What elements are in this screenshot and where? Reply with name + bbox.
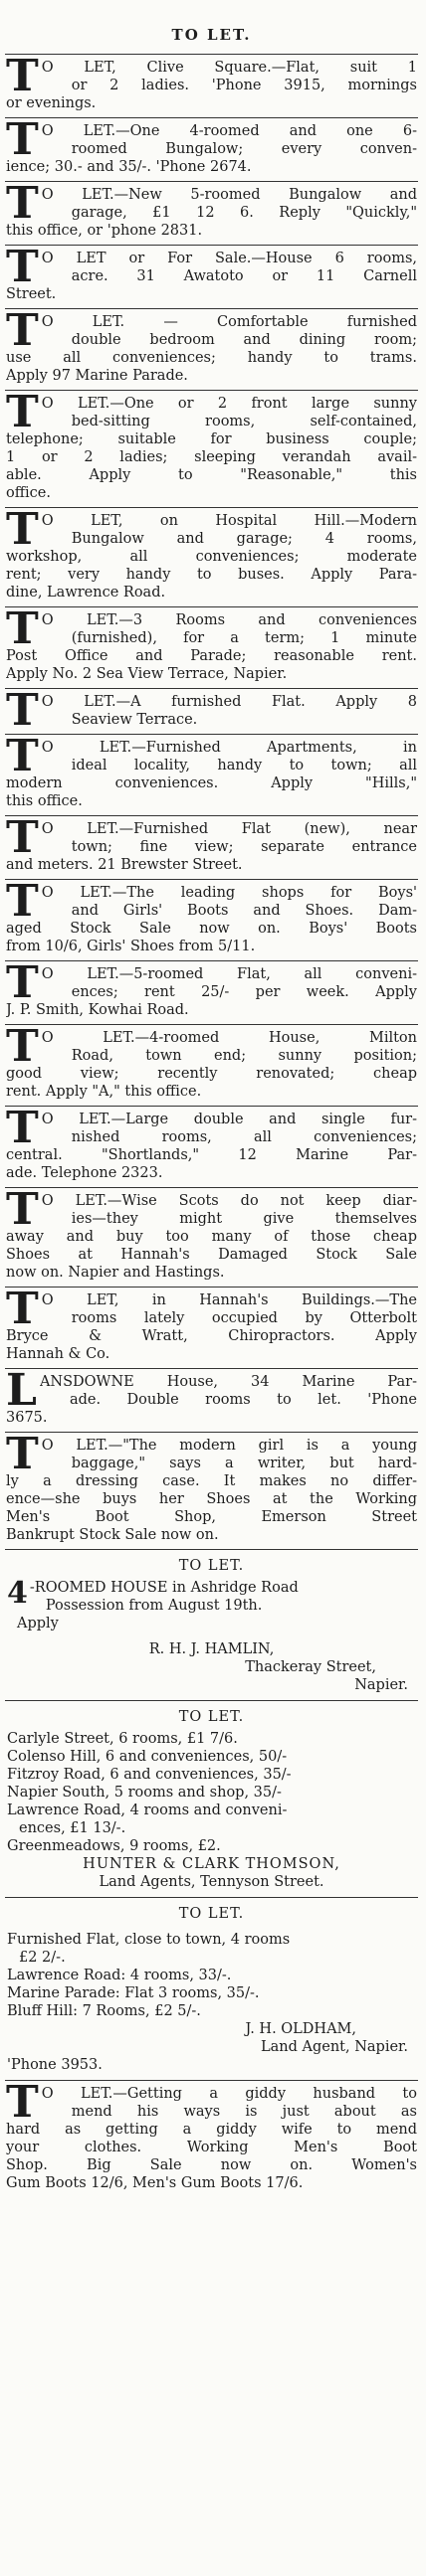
ad-line: ience; 30.- and 35/-. 'Phone 2674. bbox=[6, 159, 252, 175]
ad-line: (furnished), for a term; 1 minute bbox=[71, 630, 417, 646]
ad-line: O LET, Clive Square.—Flat, suit 1 bbox=[41, 60, 417, 76]
ad-line: from 10/6, Girls' Shoes from 5/11. bbox=[6, 939, 256, 954]
hunter-line: Lawrence Road, 4 rooms and conveni- bbox=[7, 1803, 288, 1818]
ad-line: O LET.—"The modern girl is a young bbox=[41, 1438, 417, 1454]
drop-cap: T bbox=[6, 1284, 39, 1334]
ad-line: town; fine view; separate entrance bbox=[71, 839, 417, 855]
ad-line: or 2 ladies. 'Phone 3915, mornings bbox=[71, 78, 417, 93]
last-ad bbox=[5, 2077, 418, 2197]
ad-line: Road, town end; sunny position; bbox=[71, 1048, 417, 1064]
hunter-line: Colenso Hill, 6 and conveniences, 50/- bbox=[7, 1749, 288, 1765]
classified-ad bbox=[5, 685, 418, 736]
ad-line: and Girls' Boots and Shoes. Dam- bbox=[71, 903, 417, 919]
ad-line: bed-sitting rooms, self-contained, bbox=[71, 414, 417, 429]
ad-line: J. P. Smith, Kowhai Road. bbox=[6, 1002, 189, 1018]
ad-line: ideal locality, handy to town; all bbox=[71, 758, 417, 773]
hunter-ad bbox=[5, 1701, 418, 1898]
ad-line: O LET.—Furnished Apartments, in bbox=[41, 740, 417, 756]
ad-line: double bedroom and dining room; bbox=[71, 332, 417, 348]
drop-cap: T bbox=[6, 51, 39, 101]
classified-ad bbox=[5, 957, 418, 1025]
ad-line: Bungalow and garage; 4 rooms, bbox=[71, 531, 417, 547]
hunter-line: Napier South, 5 rooms and shop, 35/- bbox=[7, 1785, 282, 1801]
drop-cap: T bbox=[6, 504, 39, 555]
drop-cap: T bbox=[6, 1184, 39, 1235]
ad-line: O LET.—Furnished Flat (new), near bbox=[41, 821, 417, 837]
classified-ad bbox=[5, 504, 418, 607]
drop-cap: T bbox=[6, 1021, 39, 1072]
ad-line: Shop. Big Sale now on. Women's bbox=[6, 2157, 417, 2173]
ad-line: this office. bbox=[6, 793, 83, 809]
ads-list bbox=[5, 51, 418, 1550]
ad-line: O LET or For Sale.—House 6 rooms, bbox=[41, 251, 417, 266]
classified-ad bbox=[5, 1365, 418, 1433]
drop-cap: T bbox=[6, 1429, 39, 1479]
hamlin-street: Thackeray Street, bbox=[245, 1659, 376, 1675]
drop-cap: T bbox=[6, 305, 39, 356]
ad-line: your clothes. Working Men's Boot bbox=[6, 2140, 417, 2155]
oldham-name: J. H. OLDHAM, bbox=[245, 2021, 356, 2037]
ad-line: this office, or 'phone 2831. bbox=[6, 223, 203, 239]
drop-cap: T bbox=[6, 603, 39, 654]
hamlin-ad bbox=[5, 1550, 418, 1701]
oldham-ad bbox=[5, 1898, 418, 2081]
ad-line: O LET. — Comfortable furnished bbox=[41, 314, 417, 330]
ad-line: hard as getting a giddy wife to mend bbox=[6, 2122, 417, 2138]
classified-ad bbox=[5, 51, 418, 118]
ad-line: O LET.—A furnished Flat. Apply 8 bbox=[41, 694, 417, 710]
hamlin-title: TO LET. bbox=[178, 1558, 245, 1574]
hamlin-line: -ROOMED HOUSE in Ashridge Road bbox=[29, 1580, 299, 1596]
ad-line: and meters. 21 Brewster Street. bbox=[6, 857, 243, 873]
drop-cap: T bbox=[6, 812, 39, 863]
hunter-line: Carlyle Street, 6 rooms, £1 7/6. bbox=[7, 1731, 238, 1747]
hamlin-town: Napier. bbox=[354, 1677, 408, 1693]
hamlin-line: Apply bbox=[17, 1616, 59, 1631]
classified-ad bbox=[5, 1429, 418, 1550]
classified-ad bbox=[5, 1184, 418, 1288]
ad-line: office. bbox=[6, 485, 51, 501]
ad-line: rent; very handy to buses. Apply Para- bbox=[6, 567, 417, 583]
ad-line: able. Apply to "Reasonable," this bbox=[6, 467, 417, 483]
ad-line: O LET.—One or 2 front large sunny bbox=[41, 396, 417, 412]
drop-cap: T bbox=[6, 731, 39, 781]
ad-line: ade. Telephone 2323. bbox=[6, 1165, 163, 1181]
oldham-line: Lawrence Road: 4 rooms, 33/-. bbox=[7, 1968, 232, 1983]
ad-line: O LET, on Hospital Hill.—Modern bbox=[41, 513, 417, 529]
drop-cap: T bbox=[6, 2077, 39, 2128]
oldham-line: Marine Parade: Flat 3 rooms, 35/-. bbox=[7, 1985, 260, 2001]
ad-line: Seaview Terrace. bbox=[71, 712, 198, 728]
oldham-line: Furnished Flat, close to town, 4 rooms bbox=[7, 1932, 291, 1948]
ad-line: use all conveniences; handy to trams. bbox=[6, 350, 417, 366]
classified-ad bbox=[5, 812, 418, 880]
ad-line: 3675. bbox=[6, 1410, 48, 1426]
classified-ad bbox=[5, 178, 418, 246]
classified-ad bbox=[5, 1103, 418, 1188]
classified-ad bbox=[5, 242, 418, 309]
hamlin-name: R. H. J. HAMLIN, bbox=[148, 1641, 275, 1657]
ad-line: O LET.—3 Rooms and conveniences bbox=[41, 612, 417, 628]
ad-line: ences; rent 25/- per week. Apply bbox=[71, 984, 417, 1000]
ad-line: ly a dressing case. It makes no differ- bbox=[6, 1473, 417, 1489]
ad-line: O LET.—One 4-roomed and one 6- bbox=[41, 123, 417, 139]
hunter-agent: HUNTER & CLARK THOMSON, bbox=[83, 1856, 340, 1872]
ad-line: O LET.—Large double and single fur- bbox=[41, 1112, 417, 1127]
drop-cap: T bbox=[6, 242, 39, 292]
ad-line: Bankrupt Stock Sale now on. bbox=[6, 1527, 219, 1543]
drop-cap: T bbox=[6, 1103, 39, 1153]
ad-line: dine, Lawrence Road. bbox=[6, 585, 166, 601]
oldham-title: TO LET. bbox=[178, 1906, 245, 1922]
ad-line: rent. Apply "A," this office. bbox=[6, 1084, 202, 1100]
ad-line: Men's Boot Shop, Emerson Street bbox=[6, 1509, 417, 1525]
classified-ad bbox=[5, 305, 418, 391]
oldham-line: £2 2/-. bbox=[19, 1950, 66, 1966]
classified-ad bbox=[5, 1021, 418, 1107]
ad-line: central. "Shortlands," 12 Marine Par- bbox=[6, 1147, 417, 1163]
ad-line: O LET.—The leading shops for Boys' bbox=[41, 885, 417, 901]
drop-cap: T bbox=[6, 876, 39, 927]
ad-line: rooms lately occupied by Otterbolt bbox=[71, 1310, 417, 1326]
ad-line: away and buy too many of those cheap bbox=[6, 1229, 417, 1245]
ad-line: O LET.—New 5-roomed Bungalow and bbox=[41, 187, 417, 203]
drop-cap: T bbox=[6, 387, 39, 437]
ad-line: Apply 97 Marine Parade. bbox=[6, 368, 188, 384]
oldham-phone: 'Phone 3953. bbox=[7, 2057, 103, 2073]
ad-line: mend his ways is just about as bbox=[71, 2104, 417, 2120]
ad-line: Gum Boots 12/6, Men's Gum Boots 17/6. bbox=[6, 2175, 304, 2191]
classified-ad bbox=[5, 387, 418, 508]
ad-line: good view; recently renovated; cheap bbox=[6, 1066, 417, 1082]
ad-line: Post Office and Parade; reasonable rent. bbox=[6, 648, 417, 664]
drop-cap: T bbox=[6, 114, 39, 165]
hamlin-line: Possession from August 19th. bbox=[45, 1598, 263, 1614]
ad-line: or evenings. bbox=[6, 95, 97, 111]
classified-ad bbox=[5, 603, 418, 689]
hunter-line: Greenmeadows, 9 rooms, £2. bbox=[7, 1838, 221, 1854]
oldham-role: Land Agent, Napier. bbox=[260, 2039, 408, 2055]
ad-line: aged Stock Sale now on. Boys' Boots bbox=[6, 921, 417, 937]
column-heading: TO LET. bbox=[5, 0, 418, 55]
hamlin-initial: 4 bbox=[7, 1579, 28, 1611]
ad-line: ies—they might give themselves bbox=[71, 1211, 417, 1227]
classified-ad bbox=[5, 114, 418, 182]
drop-cap: T bbox=[6, 957, 39, 1008]
ad-line: Street. bbox=[6, 286, 57, 302]
classified-ad bbox=[5, 731, 418, 816]
hunter-line: ences, £1 13/-. bbox=[19, 1820, 126, 1836]
ad-line: modern conveniences. Apply "Hills," bbox=[6, 775, 417, 791]
oldham-line: Bluff Hill: 7 Rooms, £2 5/-. bbox=[7, 2003, 201, 2019]
classified-ad bbox=[5, 876, 418, 961]
classified-ad bbox=[5, 1284, 418, 1369]
ad-line: ANSDOWNE House, 34 Marine Par- bbox=[39, 1374, 417, 1390]
ad-line: telephone; suitable for business couple; bbox=[6, 431, 417, 447]
hunter-address: Land Agents, Tennyson Street. bbox=[99, 1874, 324, 1890]
hunter-title: TO LET. bbox=[178, 1709, 245, 1725]
ad-line: roomed Bungalow; every conven- bbox=[71, 141, 417, 157]
ad-line: Apply No. 2 Sea View Terrace, Napier. bbox=[6, 666, 288, 682]
ad-line: Bryce & Wratt, Chiropractors. Apply bbox=[6, 1328, 417, 1344]
ad-line: ade. Double rooms to let. 'Phone bbox=[69, 1392, 417, 1408]
ad-line: 1 or 2 ladies; sleeping verandah avail- bbox=[6, 449, 417, 465]
ad-line: baggage," says a writer, but hard- bbox=[71, 1456, 417, 1471]
ad-line: O LET.—4-roomed House, Milton bbox=[41, 1030, 417, 1046]
ad-line: acre. 31 Awatoto or 11 Carnell bbox=[71, 268, 417, 284]
ad-line: ence—she buys her Shoes at the Working bbox=[6, 1491, 417, 1507]
ad-line: O LET.—Getting a giddy husband to bbox=[41, 2086, 417, 2102]
ad-line: O LET, in Hannah's Buildings.—The bbox=[41, 1292, 417, 1308]
ad-line: workshop, all conveniences; moderate bbox=[6, 549, 417, 565]
ad-line: Shoes at Hannah's Damaged Stock Sale bbox=[6, 1247, 417, 1263]
ad-line: O LET.—5-roomed Flat, all conveni- bbox=[41, 966, 417, 982]
ad-line: now on. Napier and Hastings. bbox=[6, 1265, 225, 1281]
ad-line: O LET.—Wise Scots do not keep diar- bbox=[41, 1193, 417, 1209]
drop-cap: L bbox=[6, 1365, 37, 1416]
ad-line: garage, £1 12 6. Reply "Quickly," bbox=[71, 205, 417, 221]
ad-line: Hannah & Co. bbox=[6, 1346, 110, 1362]
ad-line: nished rooms, all conveniences; bbox=[71, 1129, 417, 1145]
drop-cap: T bbox=[6, 178, 39, 229]
hunter-line: Fitzroy Road, 6 and conveniences, 35/- bbox=[7, 1767, 292, 1783]
drop-cap: T bbox=[6, 685, 39, 736]
